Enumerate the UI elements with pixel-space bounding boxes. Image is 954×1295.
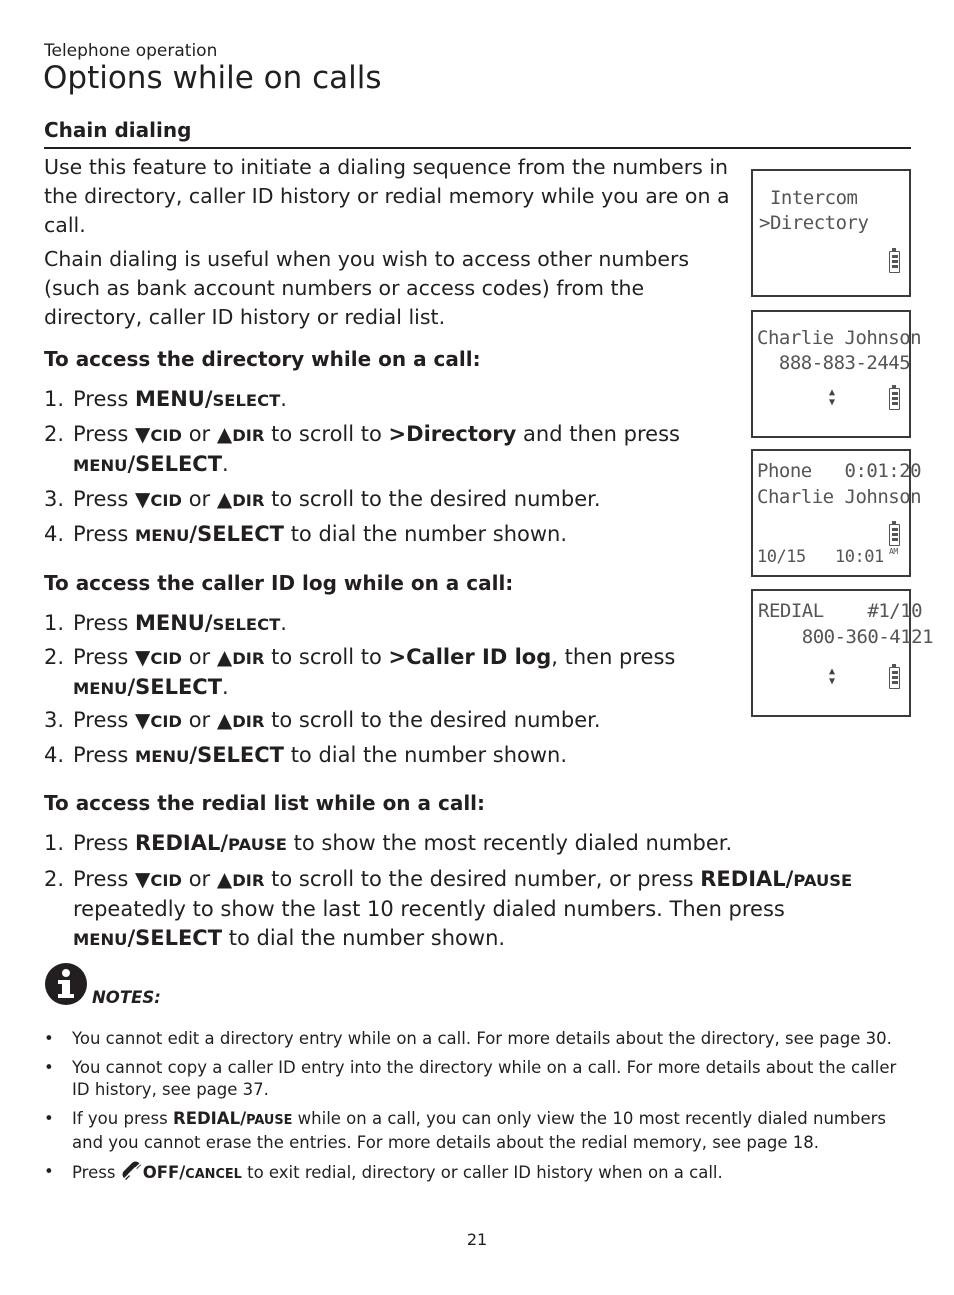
lcd-screen-call-in-progress: Phone 0:01:20 Charlie Johnson 10/15 10:01 AM xyxy=(751,449,911,577)
battery-icon xyxy=(889,524,900,546)
directory-step-2: 2. Press ▼CID or ▲DIR to scroll to >Directory and then press MENU/SELECT. xyxy=(44,422,680,476)
directory-step-4: 4. Press MENU/SELECT to dial the number shown. xyxy=(44,522,568,546)
down-arrow-icon: ▼ xyxy=(134,422,151,446)
up-arrow-icon: ▲ xyxy=(216,487,233,511)
down-arrow-icon: ▼ xyxy=(134,867,151,891)
intro-paragraph-1: Use this feature to initiate a dialing sequence from the numbers in the directory, caller ID history or redial memory while you are on a call. xyxy=(44,155,730,237)
list-item: • You cannot edit a directory entry while on a call. For more details about the directory, see page 30. xyxy=(44,1029,892,1048)
lcd-screen-redial: REDIAL #1/10 800-360-4121 ▲ ▼ xyxy=(751,589,911,717)
scroll-arrows-icon: ▲ ▼ xyxy=(828,387,836,408)
up-arrow-icon: ▲ xyxy=(216,708,233,732)
directory-step-1: 1. Press MENU/SELECT. xyxy=(44,387,287,411)
lcd-screen-directory-menu: Intercom >Directory xyxy=(751,169,911,297)
redial-step-2: 2. Press ▼CID or ▲DIR to scroll to the desired number, or press REDIAL/PAUSE repeatedly to show the last 10 recently dialed numbers. Then press MENU/SELECT to dial the number shown. xyxy=(44,867,853,950)
list-item: • You cannot copy a caller ID entry into the directory while on a call. For more details about the caller ID history, see page 37. xyxy=(44,1058,897,1099)
directory-step-3: 3. Press ▼CID or ▲DIR to scroll to the desired number. xyxy=(44,487,601,511)
up-arrow-icon: ▲ xyxy=(216,645,233,669)
heading-rule xyxy=(44,147,911,149)
notes-label: NOTES: xyxy=(92,988,161,1007)
battery-icon xyxy=(889,388,900,410)
callerid-step-1: 1. Press MENU/SELECT. xyxy=(44,611,287,635)
page-title: Options while on calls xyxy=(43,60,382,96)
notes-list xyxy=(44,1028,914,1194)
list-item: • Press OFF/CANCEL to exit redial, directory or caller ID history when on a call. xyxy=(44,1161,914,1187)
page-number: 21 xyxy=(466,1230,488,1249)
callerid-procedure-heading: To access the caller ID log while on a call: xyxy=(44,571,514,595)
battery-icon xyxy=(889,667,900,689)
chain-dialing-heading: Chain dialing xyxy=(44,118,192,142)
handset-icon xyxy=(121,1161,143,1187)
info-icon xyxy=(44,962,88,1006)
redial-step-1: 1. Press REDIAL/PAUSE to show the most recently dialed number. xyxy=(44,831,733,855)
intro-paragraph-2: Chain dialing is useful when you wish to access other numbers (such as bank account numbers or access codes) from the directory, caller ID history or redial list. xyxy=(44,247,690,329)
battery-icon xyxy=(889,251,900,273)
down-arrow-icon: ▼ xyxy=(134,487,151,511)
redial-procedure-heading: To access the redial list while on a call: xyxy=(44,791,486,815)
callerid-step-3: 3. Press ▼CID or ▲DIR to scroll to the desired number. xyxy=(44,708,601,732)
up-arrow-icon: ▲ xyxy=(216,422,233,446)
directory-procedure-heading: To access the directory while on a call: xyxy=(44,347,481,371)
callerid-step-2: 2. Press ▼CID or ▲DIR to scroll to >Caller ID log, then press MENU/SELECT. xyxy=(44,645,676,699)
list-item: • If you press REDIAL/PAUSE while on a call, you can only view the 10 most recently dialed numbers and you cannot erase the entries. For more details about the redial memory, see page 18. xyxy=(44,1109,886,1152)
callerid-step-4: 4. Press MENU/SELECT to dial the number shown. xyxy=(44,743,568,767)
up-arrow-icon: ▲ xyxy=(216,867,233,891)
down-arrow-icon: ▼ xyxy=(134,708,151,732)
scroll-arrows-icon: ▲ ▼ xyxy=(828,666,836,687)
section-label: Telephone operation xyxy=(44,41,218,61)
lcd-screen-directory-entry: Charlie Johnson 888-883-2445 ▲ ▼ xyxy=(751,310,911,438)
down-arrow-icon: ▼ xyxy=(134,645,151,669)
